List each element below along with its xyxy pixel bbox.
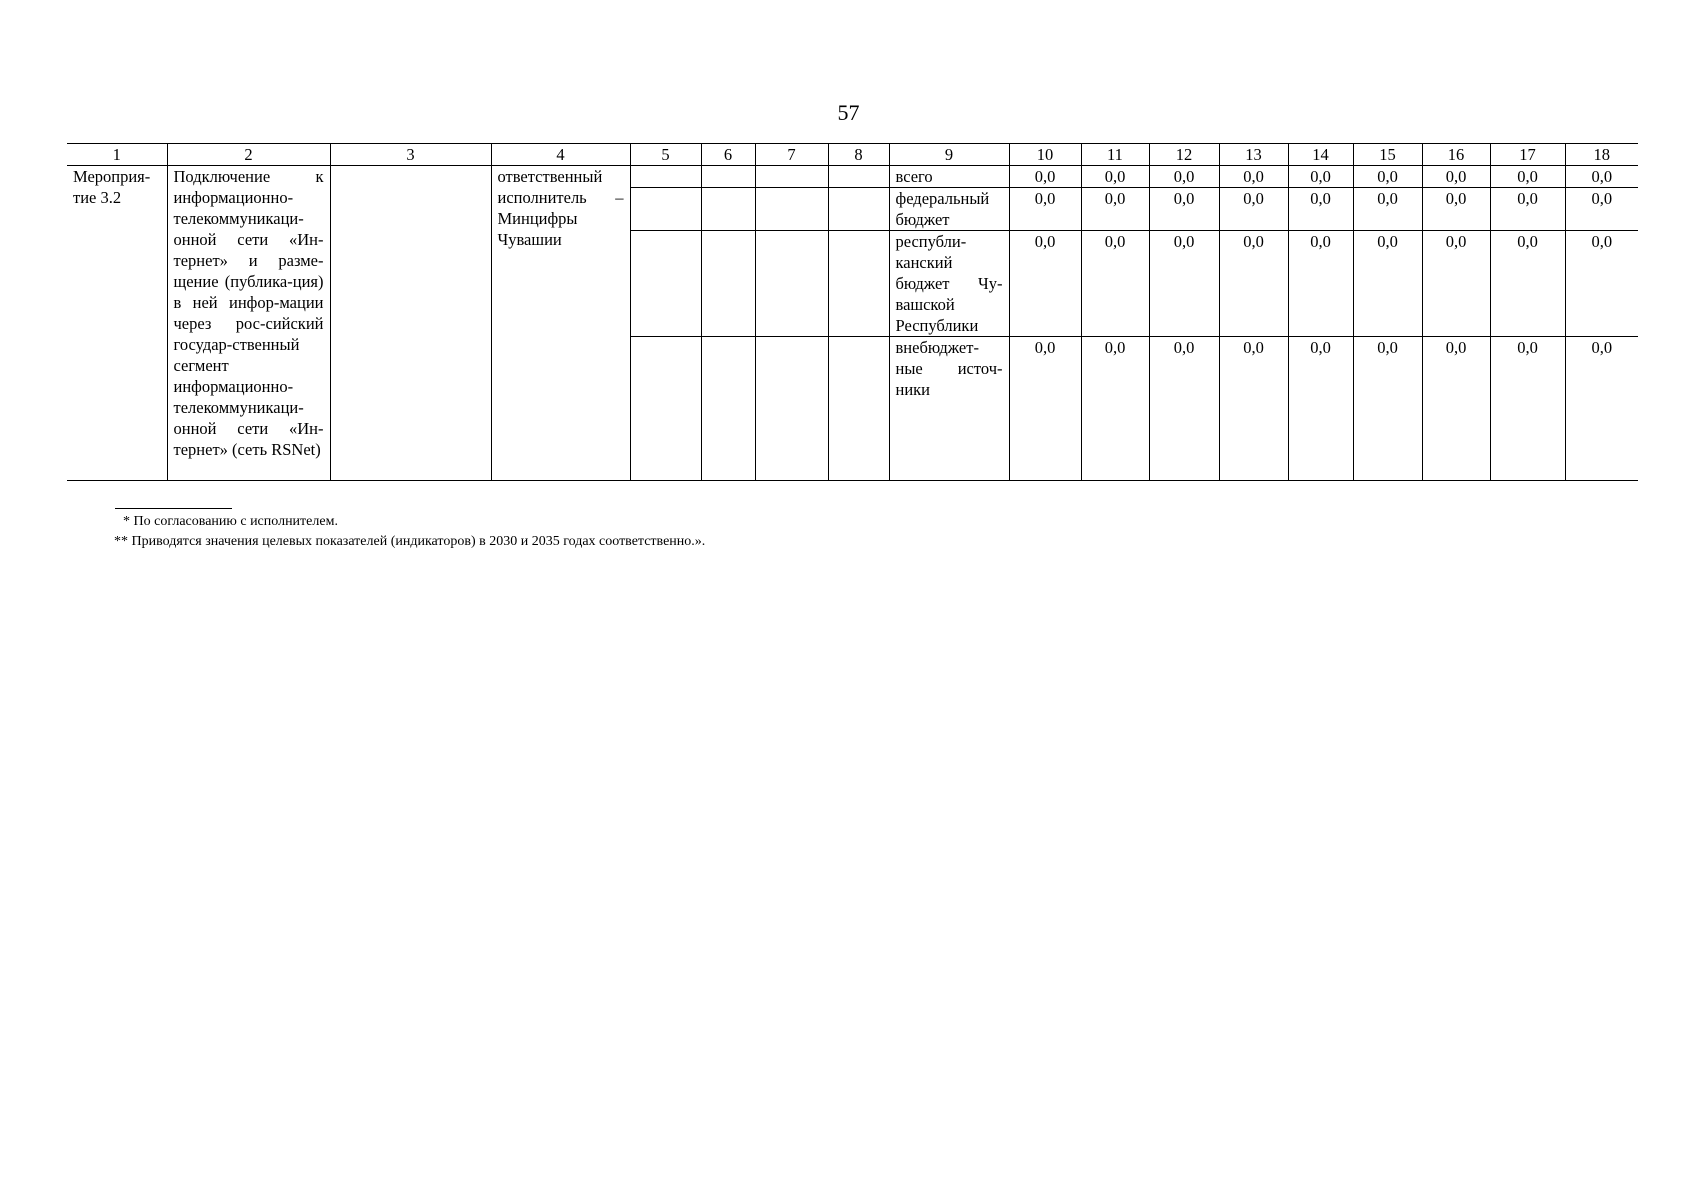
value-cell: 0,0 [1422, 166, 1490, 188]
footnote-divider [115, 508, 232, 509]
header-cell: 3 [330, 144, 491, 166]
value-cell: 0,0 [1009, 231, 1081, 337]
value-cell: 0,0 [1149, 337, 1219, 481]
header-cell: 10 [1009, 144, 1081, 166]
empty-cell [755, 231, 828, 337]
value-cell: 0,0 [1490, 231, 1565, 337]
value-cell: 0,0 [1081, 188, 1149, 231]
event-label: Мероприя-тие 3.2 [67, 166, 167, 481]
table-row [67, 166, 1638, 188]
header-cell: 5 [630, 144, 701, 166]
value-cell: 0,0 [1353, 166, 1422, 188]
header-cell: 18 [1565, 144, 1638, 166]
value-cell: 0,0 [1490, 166, 1565, 188]
value-cell: 0,0 [1422, 188, 1490, 231]
empty-cell [701, 166, 755, 188]
value-cell: 0,0 [1081, 231, 1149, 337]
value-cell: 0,0 [1490, 188, 1565, 231]
value-cell: 0,0 [1353, 231, 1422, 337]
footnote-1: * По согласованию с исполнителем. [123, 514, 338, 529]
header-cell: 12 [1149, 144, 1219, 166]
value-cell: 0,0 [1009, 188, 1081, 231]
value-cell: 0,0 [1353, 337, 1422, 481]
value-cell: 0,0 [1009, 166, 1081, 188]
value-cell: 0,0 [1219, 231, 1288, 337]
empty-cell [828, 166, 889, 188]
header-row [67, 144, 1638, 166]
value-cell: 0,0 [1288, 166, 1353, 188]
value-cell: 0,0 [1081, 337, 1149, 481]
value-cell: 0,0 [1490, 337, 1565, 481]
empty-cell [701, 188, 755, 231]
value-cell: 0,0 [1422, 337, 1490, 481]
value-cell: 0,0 [1288, 231, 1353, 337]
empty-cell [755, 188, 828, 231]
header-cell: 9 [889, 144, 1009, 166]
empty-cell [630, 188, 701, 231]
header-cell: 11 [1081, 144, 1149, 166]
header-cell: 15 [1353, 144, 1422, 166]
value-cell: 0,0 [1149, 188, 1219, 231]
budget-table [67, 143, 1638, 481]
empty-cell [828, 231, 889, 337]
value-cell: 0,0 [1565, 231, 1638, 337]
empty-cell [701, 337, 755, 481]
footnotes [114, 512, 705, 552]
value-cell: 0,0 [1219, 188, 1288, 231]
header-cell: 4 [491, 144, 630, 166]
value-cell: 0,0 [1565, 166, 1638, 188]
value-cell: 0,0 [1565, 337, 1638, 481]
value-cell: 0,0 [1422, 231, 1490, 337]
value-cell: 0,0 [1081, 166, 1149, 188]
empty-cell [630, 166, 701, 188]
funding-source: федеральный бюджет [889, 188, 1009, 231]
funding-source: всего [889, 166, 1009, 188]
empty-cell [828, 337, 889, 481]
empty-cell [755, 337, 828, 481]
value-cell: 0,0 [1565, 188, 1638, 231]
empty-cell [630, 231, 701, 337]
header-cell: 14 [1288, 144, 1353, 166]
col3-cell [330, 166, 491, 481]
empty-cell [701, 231, 755, 337]
value-cell: 0,0 [1009, 337, 1081, 481]
header-cell: 6 [701, 144, 755, 166]
header-cell: 17 [1490, 144, 1565, 166]
value-cell: 0,0 [1288, 337, 1353, 481]
footnote-2: ** Приводятся значения целевых показателей (индикаторов) в 2030 и 2035 годах соответственно.». [114, 534, 706, 549]
empty-cell [630, 337, 701, 481]
page-number: 57 [837, 100, 860, 125]
value-cell: 0,0 [1288, 188, 1353, 231]
funding-source: республи-канский бюджет Чу-вашской Республики [889, 231, 1009, 337]
value-cell: 0,0 [1219, 166, 1288, 188]
value-cell: 0,0 [1149, 166, 1219, 188]
header-cell: 16 [1422, 144, 1490, 166]
funding-source: внебюджет-ные источ-ники [889, 337, 1009, 481]
header-cell: 13 [1219, 144, 1288, 166]
header-cell: 1 [67, 144, 167, 166]
header-cell: 7 [755, 144, 828, 166]
header-cell: 8 [828, 144, 889, 166]
value-cell: 0,0 [1219, 337, 1288, 481]
responsible-executor: ответственный исполнитель – Минцифры Чувашии [491, 166, 630, 481]
value-cell: 0,0 [1353, 188, 1422, 231]
header-cell: 2 [167, 144, 330, 166]
empty-cell [755, 166, 828, 188]
value-cell: 0,0 [1149, 231, 1219, 337]
event-description: Подключение к информационно-телекоммуникаци-онной сети «Ин-тернет» и разме-щение (публика-ция) в ней инфор-мации через рос-сийский государ-ственный сегмент информационно-телекоммуникаци-онной сети «Ин-тернет» (сеть RSNet) [167, 166, 330, 481]
empty-cell [828, 188, 889, 231]
